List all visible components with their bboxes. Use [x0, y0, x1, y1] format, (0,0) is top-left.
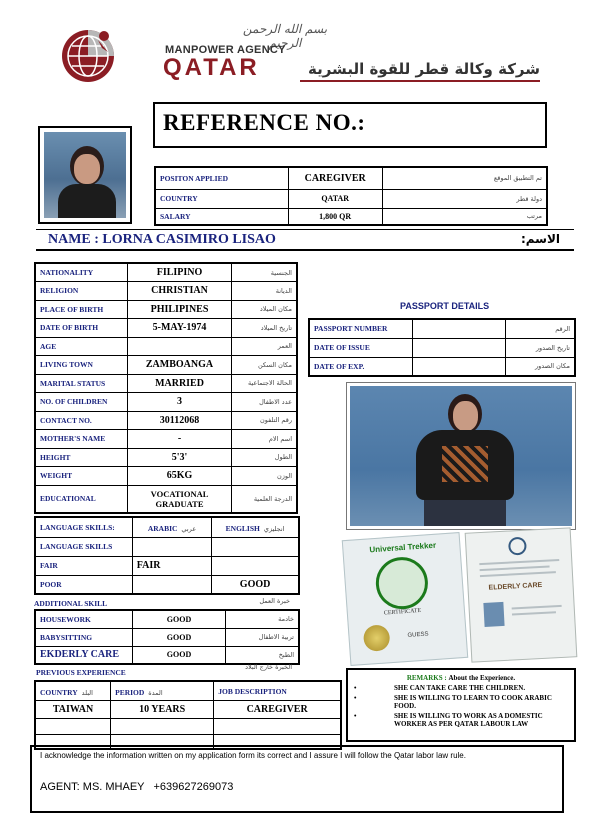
skill-value: GOOD [132, 628, 225, 646]
personal-label-ar: تاريخ الميلاد [232, 319, 297, 338]
date-of-exp-row [309, 357, 575, 376]
salary-label-ar: مرتب [382, 208, 547, 225]
additional-skill-title: ADDITIONAL SKILL [34, 599, 108, 608]
agency-tagline: MANPOWER AGENCY [165, 44, 286, 56]
passport-number-value [412, 319, 505, 338]
certificate-image-right [465, 527, 578, 662]
certificate-photo [483, 602, 504, 627]
personal-label: MOTHER'S NAME [35, 430, 127, 449]
personal-label: RELIGION [35, 282, 127, 301]
personal-label: NATIONALITY [35, 263, 127, 282]
acknowledgement-box [30, 745, 564, 813]
remarks-subtitle: About the Experience. [448, 674, 516, 682]
personal-label-ar: الوزن [232, 467, 297, 486]
certificate-brand: Universal Trekker [369, 540, 437, 555]
personal-value: PHILIPINES [127, 300, 231, 319]
experience-row [35, 701, 341, 719]
remarks-box [346, 668, 576, 742]
remarks-item: • SHE CAN TAKE CARE THE CHILDREN. [354, 684, 526, 692]
date-of-exp-label-ar: مكان الصدور [505, 357, 575, 376]
personal-row [35, 374, 297, 393]
passport-title: PASSPORT DETAILS [400, 301, 490, 311]
personal-label: AGE [35, 337, 127, 356]
skill-label-ar: خادمة [226, 610, 299, 628]
country-row [155, 189, 547, 208]
certificate-logo-icon [508, 537, 527, 556]
personal-value: 5-MAY-1974 [127, 319, 231, 338]
skill-value: GOOD [132, 610, 225, 628]
personal-row [35, 263, 297, 282]
personal-value: FILIPINO [127, 263, 231, 282]
arabic-label: ARABIC [147, 524, 178, 534]
language-row [35, 556, 299, 575]
personal-label-ar: الديانة [232, 282, 297, 301]
applicant-name-ar: الاسم: [520, 232, 560, 246]
certificate-title: CERTIFICATE [383, 607, 422, 617]
period-header-ar: المدة [148, 689, 163, 697]
additional-skill-title-ar: خبرة العمل [259, 597, 290, 605]
previous-experience-table [34, 680, 342, 750]
personal-label-ar: اسم الام [232, 430, 297, 449]
experience-header-row [35, 681, 341, 701]
personal-label: LIVING TOWN [35, 356, 127, 375]
language-english-value: GOOD [212, 575, 299, 594]
experience-country: TAIWAN [35, 701, 111, 719]
language-skills-label: LANGUAGE SKILLS: [35, 517, 132, 537]
date-of-issue-label-ar: تاريخ الصدور [505, 338, 575, 357]
skill-row [35, 628, 299, 646]
arabic-header [132, 517, 211, 537]
personal-value: - [127, 430, 231, 449]
header-underline [300, 80, 540, 82]
salary-row [155, 208, 547, 225]
date-of-exp-value [412, 357, 505, 376]
passport-number-label-ar: الرقم [505, 319, 575, 338]
agent-contact: AGENT: MS. MHAEY +639627269073 [40, 781, 234, 793]
english-label-ar: انجليزي [263, 525, 285, 534]
personal-row [35, 337, 297, 356]
language-row-label: FAIR [35, 556, 132, 575]
previous-experience-title: PREVIOUS EXPERIENCE [36, 668, 126, 677]
job-description-header: JOB DESCRIPTION [214, 681, 341, 701]
remarks-item-text: SHE IS WILLING TO LEARN TO COOK ARABIC FOOD. [394, 694, 552, 710]
country-value: QATAR [288, 189, 382, 208]
salary-value: 1,800 QR [288, 208, 382, 225]
reference-label: REFERENCE NO.: [163, 110, 366, 135]
bismillah-calligraphy: بسم الله الرحمن الرحيم [242, 22, 328, 50]
language-arabic-value [132, 537, 211, 556]
personal-label-ar: الدرجة العلمية [232, 485, 297, 513]
position-label-ar: تم التطبيق الموقع [382, 167, 547, 189]
personal-label-ar: مكان السكن [232, 356, 297, 375]
experience-period: 10 YEARS [111, 701, 214, 719]
position-row [155, 167, 547, 189]
date-of-exp-label: DATE OF EXP. [309, 357, 412, 376]
personal-label: HEIGHT [35, 448, 127, 467]
personal-label-ar: العمر [232, 337, 297, 356]
agency-name: QATAR [163, 54, 260, 81]
personal-label: PLACE OF BIRTH [35, 300, 127, 319]
personal-row [35, 319, 297, 338]
reference-box [153, 102, 547, 148]
language-english-value [212, 537, 299, 556]
personal-row [35, 356, 297, 375]
applicant-name: NAME : LORNA CASIMIRO LISAO [48, 232, 276, 247]
salary-label: SALARY [155, 208, 288, 225]
experience-job: CAREGIVER [214, 701, 341, 719]
skill-label: HOUSEWORK [35, 610, 132, 628]
remarks-list [354, 684, 568, 728]
personal-row [35, 393, 297, 412]
experience-row [35, 719, 341, 735]
personal-row [35, 300, 297, 319]
personal-row [35, 282, 297, 301]
remarks-item-text: SHE CAN TAKE CARE THE CHILDREN. [394, 684, 526, 692]
language-row-label: LANGUAGE SKILLS [35, 537, 132, 556]
certificate-globe-icon [374, 555, 430, 611]
agency-name-arabic: شركة وكالة قطر للقوة البشرية [308, 60, 540, 78]
personal-label-ar: الطول [232, 448, 297, 467]
passport-number-label: PASSPORT NUMBER [309, 319, 412, 338]
agency-logo-icon [58, 26, 118, 86]
personal-row [35, 411, 297, 430]
personal-value: ZAMBOANGA [127, 356, 231, 375]
previous-experience-title-ar: الخبرة خارج البلاد [245, 663, 292, 671]
personal-row [35, 467, 297, 486]
position-label: POSITON APPLIED [155, 167, 288, 189]
personal-label-ar: مكان الميلاد [232, 300, 297, 319]
personal-value: 5'3' [127, 448, 231, 467]
personal-label: NO. OF CHILDREN [35, 393, 127, 412]
certificate-image-left [342, 532, 469, 666]
passport-number-row [309, 319, 575, 338]
personal-label: EDUCATIONAL [35, 485, 127, 513]
skill-value: GOOD [132, 646, 225, 664]
date-of-issue-value [412, 338, 505, 357]
period-header [111, 681, 214, 701]
personal-value: 30112068 [127, 411, 231, 430]
personal-label-ar: رقم التلفون [232, 411, 297, 430]
personal-label: WEIGHT [35, 467, 127, 486]
skill-row [35, 610, 299, 628]
personal-label: CONTACT NO. [35, 411, 127, 430]
country-header [35, 681, 111, 701]
personal-row [35, 485, 297, 513]
skill-label: BABYSITTING [35, 628, 132, 646]
personal-label-ar: عدد الاطفال [232, 393, 297, 412]
personal-label: DATE OF BIRTH [35, 319, 127, 338]
remarks-heading [354, 674, 568, 682]
personal-value: 3 [127, 393, 231, 412]
profile-photo [44, 132, 126, 218]
country-label: COUNTRY [155, 189, 288, 208]
language-arabic-value: FAIR [132, 556, 211, 575]
remarks-item-text: SHE IS WILLING TO WORK AS A DOMESTIC WORKER AS PER QATAR LABOUR LAW [394, 712, 543, 728]
arabic-label-ar: عربي [181, 525, 197, 534]
personal-label: MARITAL STATUS [35, 374, 127, 393]
personal-details-table [34, 262, 298, 514]
language-row [35, 575, 299, 594]
full-body-photo-frame [346, 382, 576, 530]
personal-value: MARRIED [127, 374, 231, 393]
remarks-item: • SHE IS WILLING TO WORK AS A DOMESTIC WORKER AS PER QATAR LABOUR LAW [354, 712, 543, 728]
personal-row [35, 430, 297, 449]
passport-table [308, 318, 576, 377]
position-table [154, 166, 548, 226]
additional-skill-table [34, 609, 300, 665]
country-header-label: COUNTRY [40, 688, 78, 697]
country-header-ar: البلد [81, 689, 93, 697]
language-skills-table [34, 516, 300, 595]
certificate-seal-icon [363, 624, 391, 652]
full-body-photo [350, 386, 572, 526]
skill-row [35, 646, 299, 664]
personal-row [35, 448, 297, 467]
skill-label-ar: تربية الاطفال [226, 628, 299, 646]
position-value: CAREGIVER [288, 167, 382, 189]
skill-label: EKDERLY CARE [35, 646, 132, 664]
personal-label-ar: الحالة الاجتماعية [232, 374, 297, 393]
country-label-ar: دولة قطر [382, 189, 547, 208]
certificate-name: ELDERLY CARE [488, 581, 543, 592]
personal-value: VOCATIONAL GRADUATE [127, 485, 231, 513]
language-english-value [212, 556, 299, 575]
personal-value: CHRISTIAN [127, 282, 231, 301]
period-header-label: PERIOD [115, 688, 145, 697]
remarks-item: • SHE IS WILLING TO LEARN TO COOK ARABIC FOOD. [354, 694, 552, 710]
certificate-stamp: GUESS [407, 631, 429, 639]
profile-photo-frame [38, 126, 132, 224]
date-of-issue-row [309, 338, 575, 357]
date-of-issue-label: DATE OF ISSUE [309, 338, 412, 357]
acknowledgement-text: I acknowledge the information written on my application form its correct and I assure I will follow the Qatar labor law rule. [40, 751, 466, 760]
english-header [212, 517, 299, 537]
language-row [35, 537, 299, 556]
language-row-label: POOR [35, 575, 132, 594]
personal-value: 65KG [127, 467, 231, 486]
remarks-title: REMARKS : [406, 674, 447, 682]
skill-label-ar: الطبخ [226, 646, 299, 664]
personal-label-ar: الجنسية [232, 263, 297, 282]
language-arabic-value [132, 575, 211, 594]
english-label: ENGLISH [225, 524, 260, 534]
personal-value [127, 337, 231, 356]
language-header-row [35, 517, 299, 537]
